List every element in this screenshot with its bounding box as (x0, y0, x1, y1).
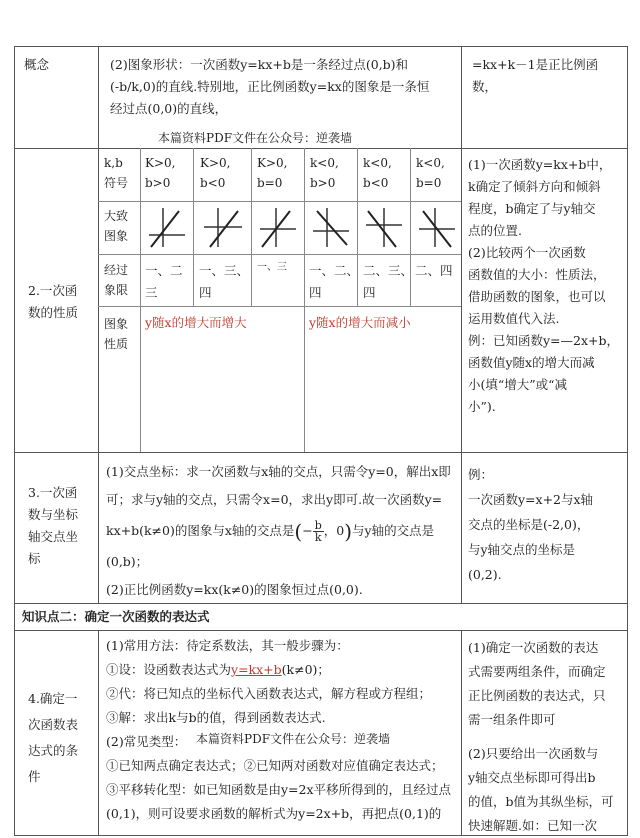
quadrant-5 (363, 260, 413, 304)
note-line: y轴交点坐标即可得出b (468, 770, 596, 785)
quadrant-label (104, 260, 128, 300)
paren-close: ) (344, 519, 353, 544)
fraction (313, 520, 324, 543)
row4-line: (0,1)，则可设要求函数的解析式为y=2x+b，再把点(0,1)的 (106, 806, 442, 821)
graph-k-neg-b-neg-icon (362, 205, 406, 250)
quadrant-line: 一、二、 (309, 263, 360, 278)
note-line: 例：已知函数y=—2x+b， (468, 333, 620, 348)
col-divider-b2 (461, 630, 462, 836)
quadrant-line: 四 (199, 285, 212, 300)
note-line: 一次函数y=x+2与x轴 (468, 492, 594, 507)
note-line: 函数值的大小：性质法， (468, 267, 606, 282)
sign-1 (145, 153, 175, 193)
note-line: 快速解题.如：已知一次 (468, 818, 597, 833)
quadrant-line: 二、四 (415, 263, 453, 278)
label-line: 数与坐标 (28, 507, 79, 522)
row-divider-1 (14, 148, 628, 149)
section-title: 知识点二：确定一次函数的表达式 (22, 609, 210, 624)
col-divider-a (98, 46, 99, 603)
row3-text-b: 与y轴的交点是 (352, 523, 435, 538)
frac-rest: ，0 (323, 523, 345, 538)
graph-k-pos-b-pos-icon (145, 205, 189, 250)
label-line: 件 (28, 769, 41, 784)
note-line: 小(填“增大”或“减 (468, 377, 568, 392)
sign-5 (363, 153, 392, 193)
inner-row-3 (98, 306, 461, 307)
note-line: 函数值y随x的增大而减 (468, 355, 595, 370)
row2-note (468, 154, 624, 418)
property-label-line: 性质 (104, 337, 129, 351)
sign-line: b>0 (145, 176, 171, 190)
row3-text-a: kx+b(k≠0)的图象与x轴的交点是 (106, 523, 295, 538)
col-divider-b (461, 46, 462, 603)
row4-note (468, 636, 624, 838)
sign-3 (257, 153, 287, 193)
row4-label (28, 686, 96, 790)
inner-col-2 (251, 148, 252, 306)
graph-k-neg-b-pos-icon (309, 205, 353, 250)
note-line: 运用数值代入法. (468, 311, 560, 326)
fraction-denominator: k (314, 531, 322, 544)
row1-label: 概念 (24, 57, 50, 72)
row4-line: ③解：求出k与b的值，得到函数表达式. (106, 710, 326, 725)
sign-6 (416, 153, 445, 193)
note-line: 式需要两组条件，而确定 (468, 664, 606, 679)
row-divider-2 (14, 452, 628, 453)
top-border (14, 46, 628, 47)
row4-step1-text: ①设：设函数表达式为 (106, 662, 232, 677)
row1-line: 经过点(0,0)的直线， (110, 101, 228, 116)
sign-line: K>0, (257, 156, 288, 170)
note-line: k确定了倾斜方向和倾斜 (468, 179, 601, 194)
sign-line: k<0, (416, 156, 445, 170)
quadrant-line: 四 (309, 285, 322, 300)
sign-line: K>0, (145, 156, 176, 170)
label-line: 4.确定一 (28, 691, 78, 706)
quadrant-label-line: 经过 (104, 263, 129, 277)
row3-line (106, 514, 458, 548)
quadrant-4 (309, 260, 359, 304)
row4-line (106, 658, 460, 682)
graph-k-pos-b-zero-icon (256, 205, 300, 250)
quadrant-line: 二、三、 (363, 263, 414, 278)
row3-line: (1)交点坐标：求一次函数与x轴的交点，只需令y=0，解出x即 (106, 464, 451, 479)
right-border (627, 46, 628, 836)
note-line: (2)比较两个一次函数 (468, 245, 586, 260)
note-line: (1)一次函数y=kx+b中， (468, 157, 612, 172)
sign-line: b=0 (416, 176, 442, 190)
sign-line: b<0 (363, 176, 389, 190)
col-divider-a2 (98, 630, 99, 836)
quadrant-line: 三 (145, 285, 158, 300)
note-line: 小”). (468, 399, 496, 414)
quadrant-2 (199, 260, 249, 304)
note-line: 程度，b确定了与y轴交 (468, 201, 596, 216)
note-line: (0,2). (468, 567, 502, 582)
quadrant-1 (145, 260, 183, 304)
property-label-line: 图象 (104, 317, 129, 331)
note-line: 的值，b值为其纵坐标，可 (468, 794, 614, 809)
quadrant-3 (257, 258, 287, 278)
inner-col-3 (304, 148, 305, 452)
left-border (14, 46, 15, 836)
row1-note (472, 54, 622, 98)
note-line: 正比例函数的表达式，只 (468, 688, 606, 703)
kb-header (104, 153, 128, 193)
quadrant-line: 四 (363, 285, 376, 300)
row4-line: ②代：将已知点的坐标代入函数表达式，解方程或方程组； (106, 686, 432, 701)
header-line: k,b (104, 156, 123, 170)
quadrant-line: 一、三 (257, 262, 287, 273)
row4-line: ③平移转化型：如已知函数是由y=2x平移所得到的，且经过点 (106, 782, 452, 797)
label-line: 数的性质 (28, 305, 79, 320)
header-line: 符号 (104, 176, 129, 190)
row3-content (106, 458, 458, 604)
row1-content (110, 54, 458, 120)
inner-row-1 (98, 201, 461, 202)
row3-line: 可；求与y轴的交点，只需令x=0，求出y即可.故一次函数y= (106, 492, 443, 507)
note-line: 需一组条件即可 (468, 712, 556, 727)
quadrant-label-line: 象限 (104, 283, 129, 297)
inner-row-2 (98, 254, 461, 255)
row1-line: (2)图象形状：一次函数y=kx+b是一条经过点(0,b)和 (110, 57, 409, 72)
row3-note (468, 462, 624, 587)
note-line: (1)确定一次函数的表达 (468, 640, 599, 655)
formula: y=kx+b (231, 662, 282, 677)
note-line: (2)只要给出一次函数与 (468, 746, 599, 761)
label-line: 标 (28, 551, 41, 566)
shape-line: 图象 (104, 229, 129, 243)
note-line: 与y轴交点的坐标是 (468, 542, 576, 557)
fraction-numerator: b (314, 519, 322, 532)
property-increasing: y随x的增大而增大 (145, 315, 247, 330)
row3-line: (2)正比例函数y=kx(k≠0)的图象恒过点(0,0). (106, 582, 363, 597)
formula-tail: (k≠0)； (281, 662, 330, 677)
sign-line: K>0, (200, 156, 231, 170)
label-line: 次函数表 (28, 717, 79, 732)
inner-col-0 (140, 148, 141, 452)
label-line: 达式的条 (28, 743, 79, 758)
row1-watermark: 本篇资料PDF文件在公众号：逆袭墙 (158, 131, 353, 145)
sign-line: b=0 (257, 176, 283, 190)
sign-line: b<0 (200, 176, 226, 190)
property-decreasing: y随x的增大而减小 (309, 315, 411, 330)
row3-line: (0,b)； (106, 554, 149, 569)
label-line: 轴交点坐 (28, 529, 79, 544)
inner-col-1 (193, 148, 194, 306)
sign-2 (200, 153, 230, 193)
sign-line: b>0 (310, 176, 336, 190)
graph-k-neg-b-zero-icon (415, 205, 459, 250)
property-label (104, 314, 128, 354)
label-line: 2.一次函 (28, 283, 78, 298)
quadrant-line: 一、二 (145, 263, 183, 278)
quadrant-line: 一、三、 (199, 263, 250, 278)
row-divider-4 (14, 630, 628, 631)
note-line: 例： (468, 467, 494, 482)
row4-line: (1)常用方法：待定系数法，其一般步骤为： (106, 638, 349, 653)
note-line: 借助函数的图象，也可以 (468, 289, 606, 304)
frac-sign: − (302, 523, 313, 538)
shape-line: 大致 (104, 209, 129, 223)
note-line: 点的位置. (468, 223, 522, 238)
note-line: 交点的坐标是(-2,0)， (468, 517, 590, 532)
note-line: 数， (472, 79, 498, 94)
sign-4 (310, 153, 339, 193)
row2-label (28, 280, 96, 324)
row3-label (28, 482, 96, 570)
graph-k-pos-b-neg-icon (200, 205, 246, 250)
note-line: =kx+k－1是正比例函 (472, 57, 599, 72)
label-line: 3.一次函 (28, 485, 78, 500)
paren-open: ( (294, 519, 303, 544)
quadrant-6 (415, 260, 453, 282)
row4-watermark: 本篇资料PDF文件在公众号：逆袭墙 (196, 732, 391, 746)
shape-label (104, 206, 128, 246)
sign-line: k<0, (310, 156, 339, 170)
sign-line: k<0, (363, 156, 392, 170)
row1-line: (-b/k,0)的直线.特别地，正比例函数y=kx的图象是一条恒 (110, 79, 430, 94)
row4-line: (2)常见类型： (106, 734, 187, 749)
row4-line: ①已知两点确定表达式；②已知两对函数对应值确定表达式； (106, 758, 444, 773)
